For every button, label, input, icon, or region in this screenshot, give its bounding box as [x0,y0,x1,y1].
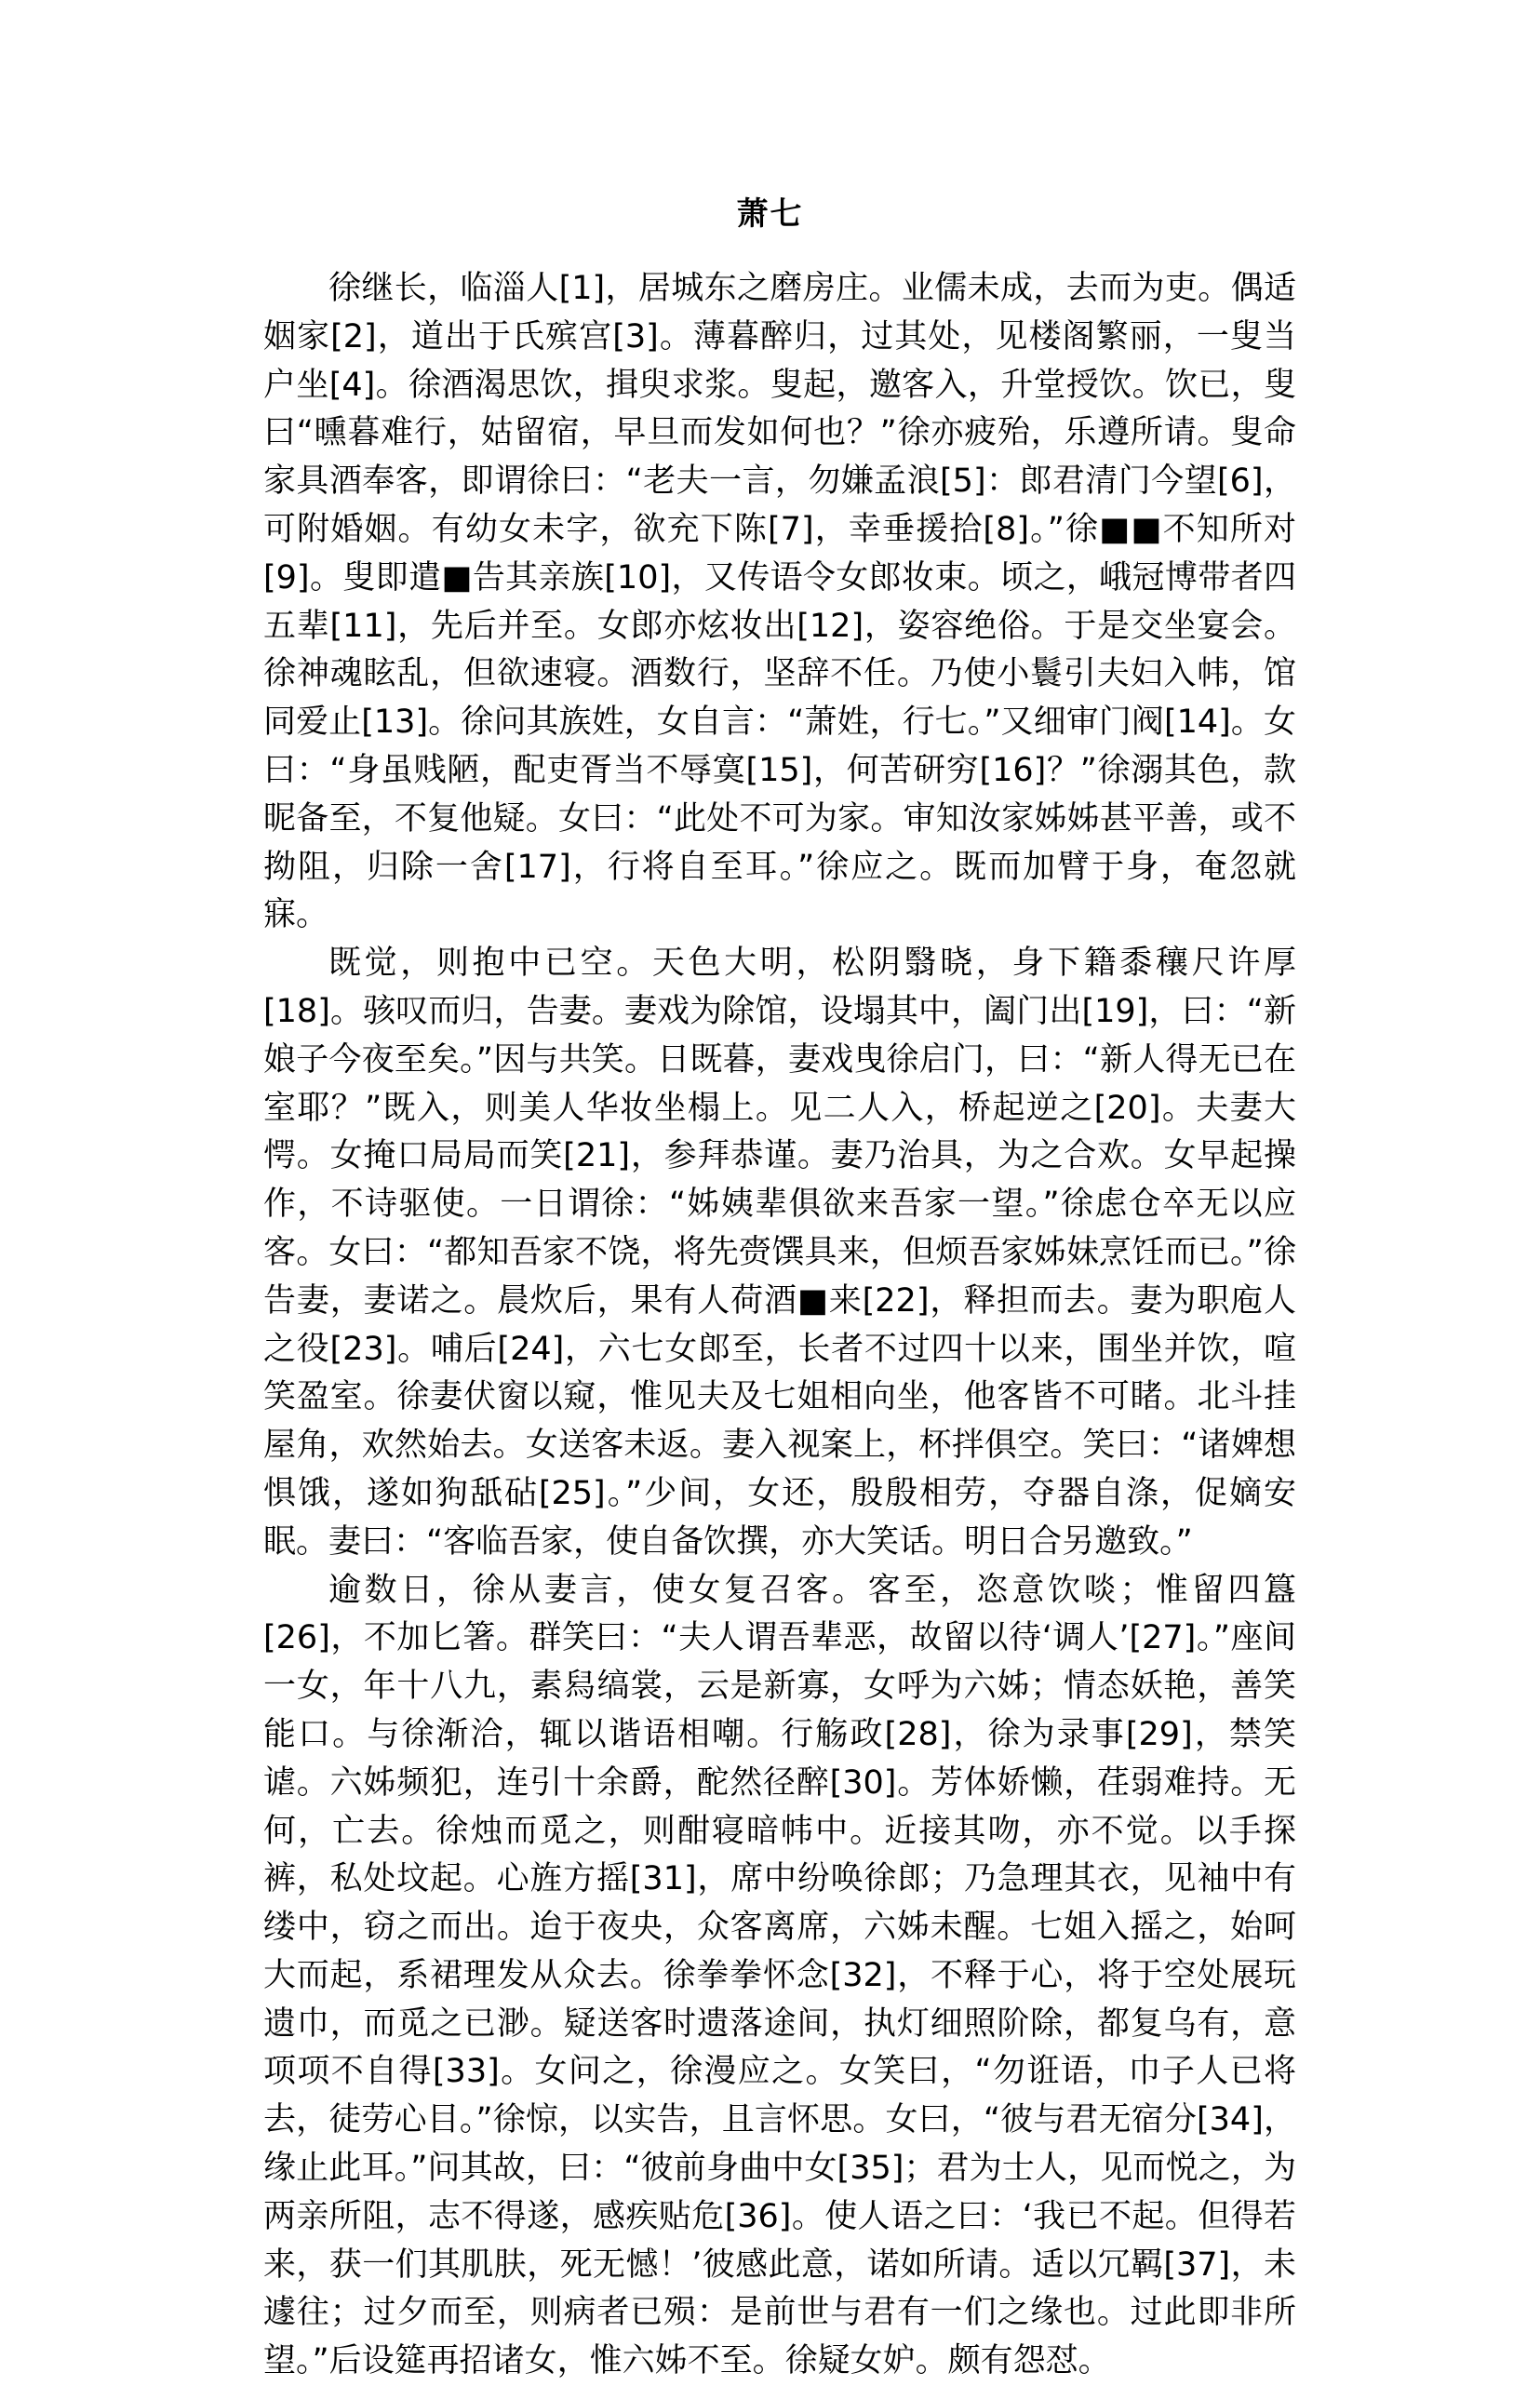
paragraph-1: 徐继长，临淄人[1]，居城东之磨房庄。业儒未成，去而为吏。偶适姻家[2]，道出于氏殡宫[3]。薄暮醉归，过其处，见楼阁繁丽，一叟当户坐[4]。徐酒渴思饮，揖臾求浆。叟起，邀客入，升堂授饮。饮已，叟曰“曛暮难行，姑留宿，早旦而发如何也？”徐亦疲殆，乐遵所请。叟命家具酒奉客，即谓徐曰：“老夫一言，勿嫌孟浪[5]：郎君清门今望[6]，可附婚姻。有幼女未字，欲充下陈[7]，幸垂援拾[8]。”徐■■不知所对[9]。叟即遣■告其亲族[10]，又传语令女郎妆束。顷之，峨冠博带者四五辈[11]，先后并至。女郎亦炫妆出[12]，姿容绝俗。于是交坐宴会。徐神魂眩乱，但欲速寝。酒数行，坚辞不任。乃使小鬟引夫妇入帏，馆同爱止[13]。徐问其族姓，女自言：“萧姓，行七。”又细审门阀[14]。女曰：“身虽贱陋，配吏胥当不辱寞[15]，何苦研穷[16]？”徐溺其色，款昵备至，不复他疑。女曰：“此处不可为家。审知汝家姊姊甚平善，或不拗阻，归除一舍[17]，行将自至耳。”徐应之。既而加臂于身，奄忽就寐。 [263,270,1296,934]
paragraph-3: 逾数日，徐从妻言，使女复召客。客至，恣意饮啖；惟留四簋[26]，不加匕箸。群笑曰：“夫人谓吾辈恶，故留以待‘调人’[27]。”座间一女，年十八九，素舄缟裳，云是新寡，女呼为六姊；情态妖艳，善笑能口。与徐渐洽，辄以谐语相嘲。行觞政[28]，徐为录事[29]，禁笑谑。六姊频犯，连引十余爵，酡然径醉[30]。芳体娇懒，荏弱难持。无何，亡去。徐烛而觅之，则酣寝暗帏中。近接其吻，亦不觉。以手探裤，私处坟起。心旌方摇[31]，席中纷唤徐郎；乃急理其衣，见袖中有缕中，窃之而出。迨于夜央，众客离席，六姊未醒。七姐入摇之，始呵大而起，系裙理发从众去。徐拳拳怀念[32]，不释于心，将于空处展玩遗巾，而觅之已渺。疑送客时遗落途间，执灯细照阶除，都复乌有，意项项不自得[33]。女问之，徐漫应之。女笑曰，“勿诳语，巾子人已将去，徒劳心目。”徐惊，以实告，且言怀思。女曰，“彼与君无宿分[34]，缘止此耳。”问其故，曰：“彼前身曲中女[35]；君为士人，见而悦之，为两亲所阻，志不得遂，感疾贴危[36]。使人语之曰：‘我已不起。但得若来，获一们其肌肤，死无憾！’彼感此意，诺如所请。适以冗羁[37]，未遽往；过夕而至，则病者已殒：是前世与君有一们之缘也。过此即非所望。”后设筵再招诸女，惟六姊不至。徐疑女妒。颇有怨怼。 [263,1571,1296,2380]
paragraph-2: 既觉，则抱中已空。天色大明，松阴翳晓，身下籍黍穰尺许厚[18]。骇叹而归，告妻。妻戏为除馆，设塌其中，阖门出[19]，曰：“新娘子今夜至矣。”因与共笑。日既暮，妻戏曳徐启门，曰：“新人得无已在室耶？”既入，则美人华妆坐榻上。见二人入，桥起逆之[20]。夫妻大愕。女掩口局局而笑[21]，参拜恭谨。妻乃治具，为之合欢。女早起操作，不诗驱使。一日谓徐：“姊姨辈俱欲来吾家一望。”徐虑仓卒无以应客。女曰：“都知吾家不饶，将先赍馔具来，但烦吾家姊妹烹饪而已。”徐告妻，妻诺之。晨炊后，果有人荷酒■来[22]，释担而去。妻为职庖人之役[23]。哺后[24]，六七女郎至，长者不过四十以来，围坐并饮，喧笑盈室。徐妻伏窗以窥，惟见夫及七姐相向坐，他客皆不可睹。北斗挂屋角，欢然始去。女送客未返。妻入视案上，杯拌俱空。笑曰：“诸婢想惧饿，遂如狗舐砧[25]。”少间，女还，殷殷相劳，夺器自涤，促嫡安眠。妻曰：“客临吾家，使自备饮撰，亦大笑话。明日合另邀致。” [263,945,1296,1561]
document-body [263,265,1296,2386]
document-title: 萧七 [736,195,804,233]
